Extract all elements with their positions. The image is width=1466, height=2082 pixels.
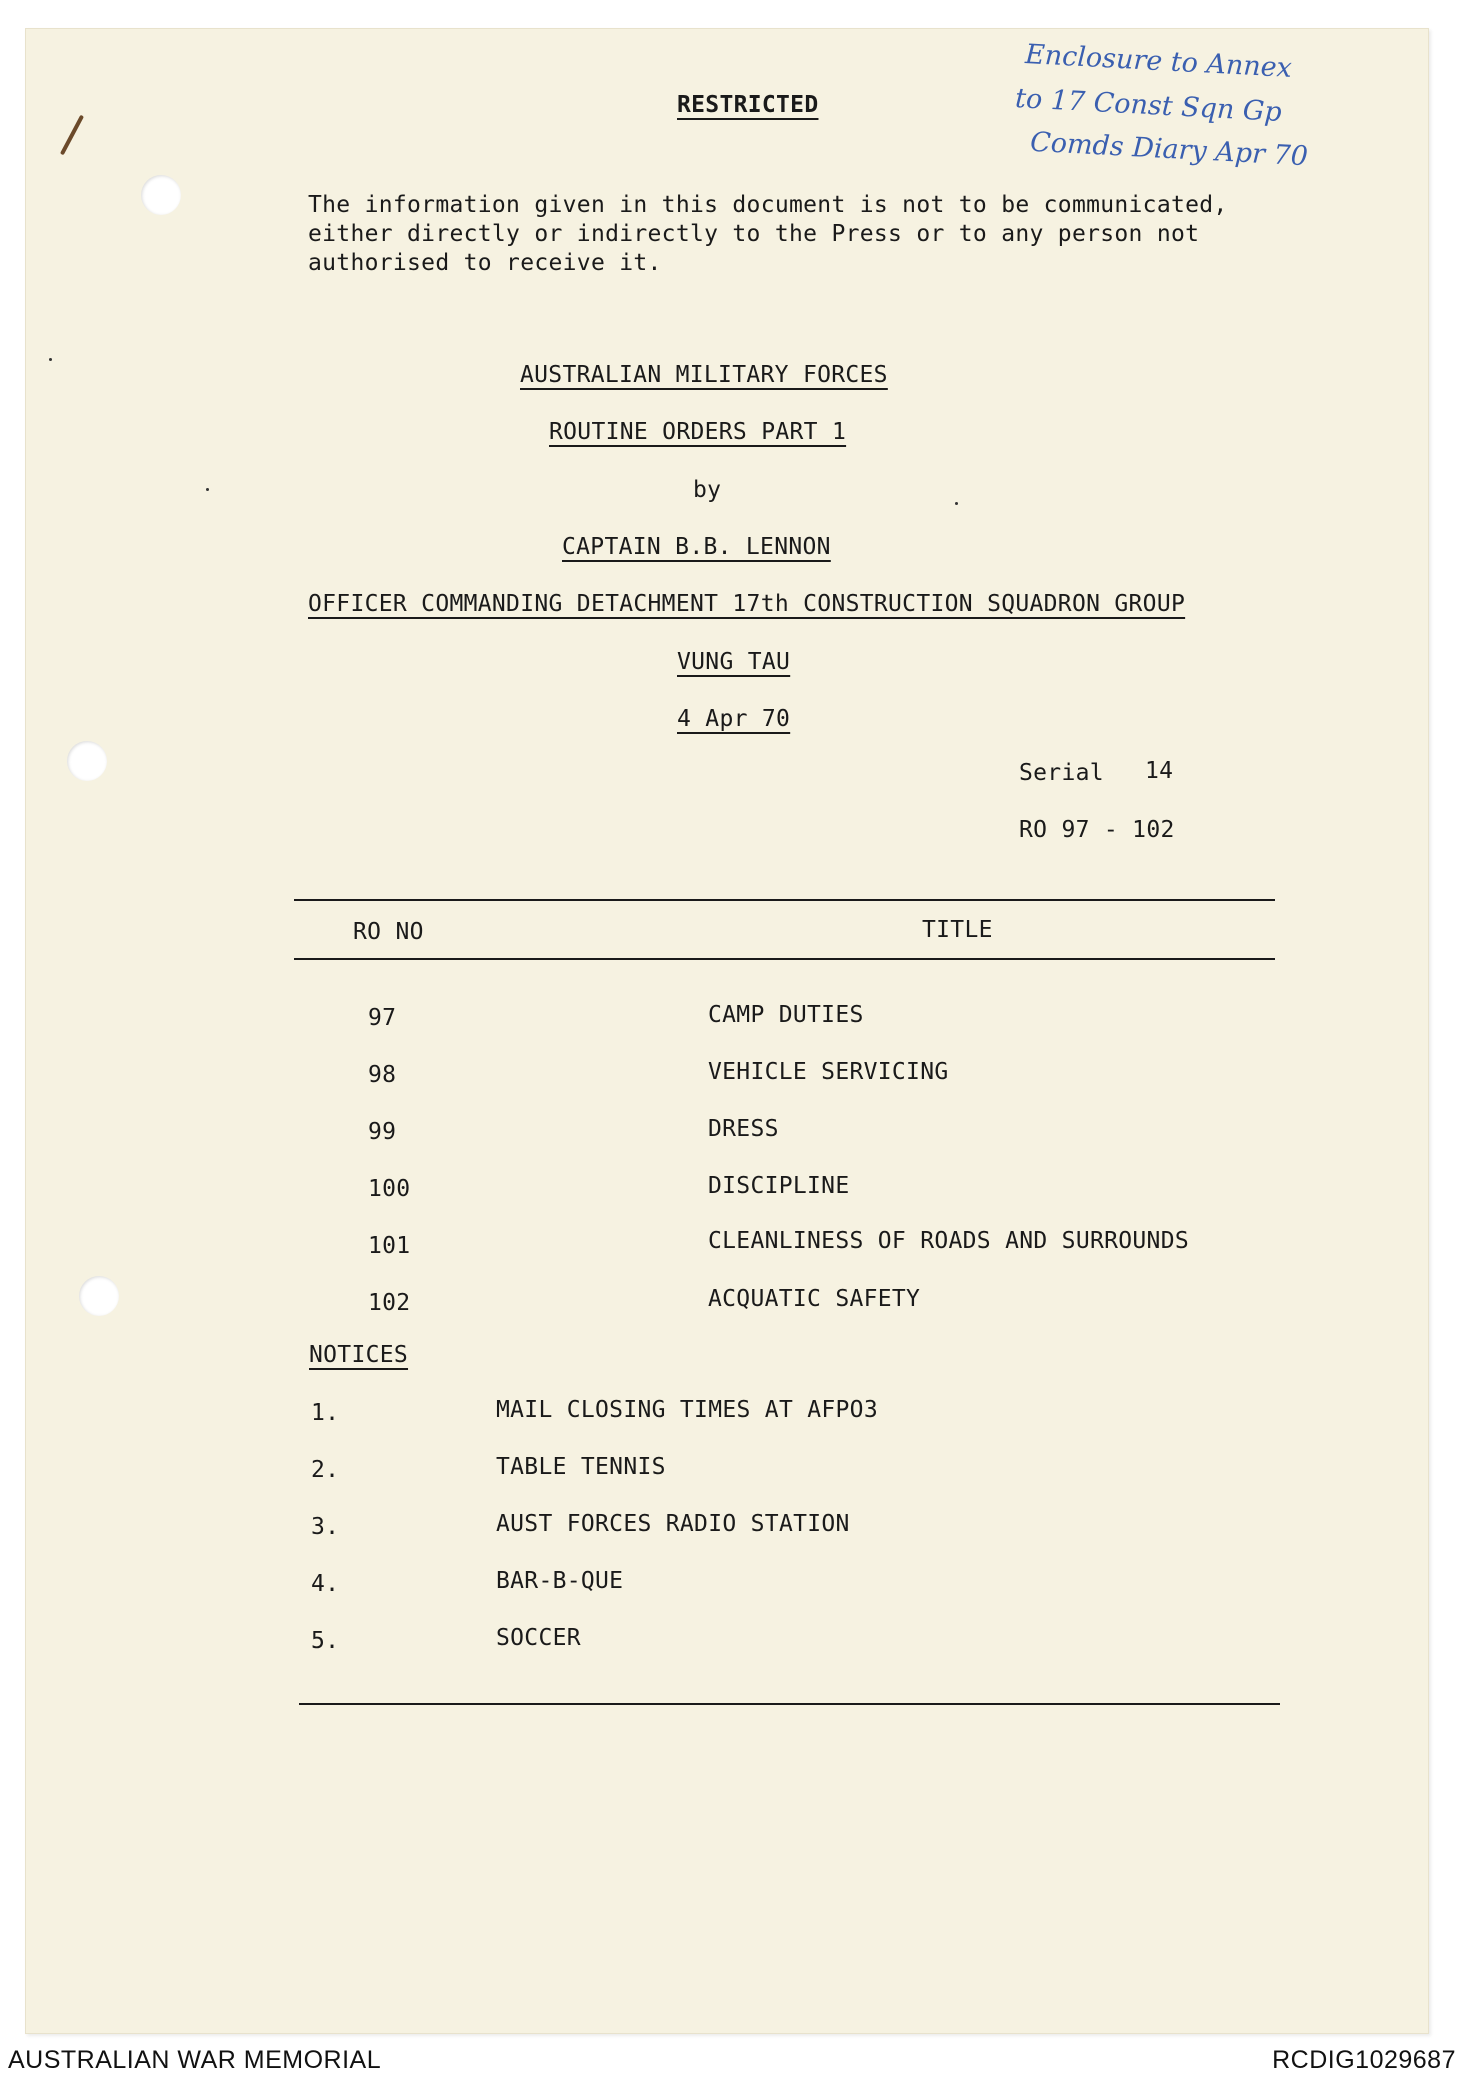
ro-number: 102 xyxy=(368,1290,411,1316)
ro-number: 101 xyxy=(368,1233,411,1259)
notice-paragraph-line-1: The information given in this document is not to be communicated, xyxy=(308,192,1228,218)
header-location: VUNG TAU xyxy=(677,649,791,675)
header-captain: CAPTAIN B.B. LENNON xyxy=(562,534,831,560)
table-top-rule xyxy=(294,899,1275,901)
notice-number: 3. xyxy=(311,1514,340,1540)
notice-title: BAR-B-QUE xyxy=(496,1568,624,1594)
ro-number: 98 xyxy=(368,1062,397,1088)
ro-number: 99 xyxy=(368,1119,397,1145)
notice-title: TABLE TENNIS xyxy=(496,1454,666,1480)
ro-title: CLEANLINESS OF ROADS AND SURROUNDS xyxy=(708,1228,1190,1254)
header-officer-commanding: OFFICER COMMANDING DETACHMENT 17th CONSTRUCTION SQUADRON GROUP xyxy=(308,591,1186,617)
ro-title: DISCIPLINE xyxy=(708,1173,850,1199)
classification-label: RESTRICTED xyxy=(677,92,819,118)
header-date: 4 Apr 70 xyxy=(677,706,791,732)
notice-title: MAIL CLOSING TIMES AT AFPO3 xyxy=(496,1397,878,1423)
notice-number: 1. xyxy=(311,1400,340,1426)
punch-hole-top xyxy=(141,175,181,215)
speck xyxy=(49,358,52,361)
serial-label: Serial xyxy=(1019,760,1104,786)
ro-title: CAMP DUTIES xyxy=(708,1002,864,1028)
notice-number: 4. xyxy=(311,1571,340,1597)
footer-record-id: RCDIG1029687 xyxy=(1272,2046,1456,2074)
notice-paragraph-line-2: either directly or indirectly to the Press or to any person not xyxy=(308,221,1200,247)
bottom-rule xyxy=(299,1703,1280,1705)
ro-number: 97 xyxy=(368,1005,397,1031)
ro-title: DRESS xyxy=(708,1116,779,1142)
footer-archive-name: AUSTRALIAN WAR MEMORIAL xyxy=(8,2046,382,2074)
column-header-ro-no: RO NO xyxy=(353,919,424,945)
ro-title: ACQUATIC SAFETY xyxy=(708,1286,921,1312)
ro-title: VEHICLE SERVICING xyxy=(708,1059,949,1085)
ro-number: 100 xyxy=(368,1176,411,1202)
punch-hole-middle xyxy=(67,741,107,781)
table-header-rule xyxy=(294,958,1275,960)
header-forces: AUSTRALIAN MILITARY FORCES xyxy=(520,362,888,388)
handwritten-note-line-3: Comds Diary Apr 70 xyxy=(1029,126,1309,173)
notice-number: 2. xyxy=(311,1457,340,1483)
serial-value: 14 xyxy=(1145,758,1174,784)
notice-title: SOCCER xyxy=(496,1625,581,1651)
notice-number: 5. xyxy=(311,1628,340,1654)
handwritten-note-line-2: to 17 Const Sqn Gp xyxy=(1014,83,1283,128)
header-by: by xyxy=(693,477,722,503)
ro-range: RO 97 - 102 xyxy=(1019,817,1175,843)
column-header-title: TITLE xyxy=(922,917,993,943)
staple-mark xyxy=(60,115,84,156)
header-routine-orders: ROUTINE ORDERS PART 1 xyxy=(549,419,847,445)
notices-heading: NOTICES xyxy=(309,1342,409,1368)
handwritten-note-line-1: Enclosure to Annex xyxy=(1024,39,1293,84)
notice-title: AUST FORCES RADIO STATION xyxy=(496,1511,850,1537)
document-page xyxy=(25,28,1429,2034)
speck xyxy=(206,488,209,491)
notice-paragraph-line-3: authorised to receive it. xyxy=(308,250,662,276)
speck xyxy=(955,502,958,505)
punch-hole-bottom xyxy=(79,1276,119,1316)
